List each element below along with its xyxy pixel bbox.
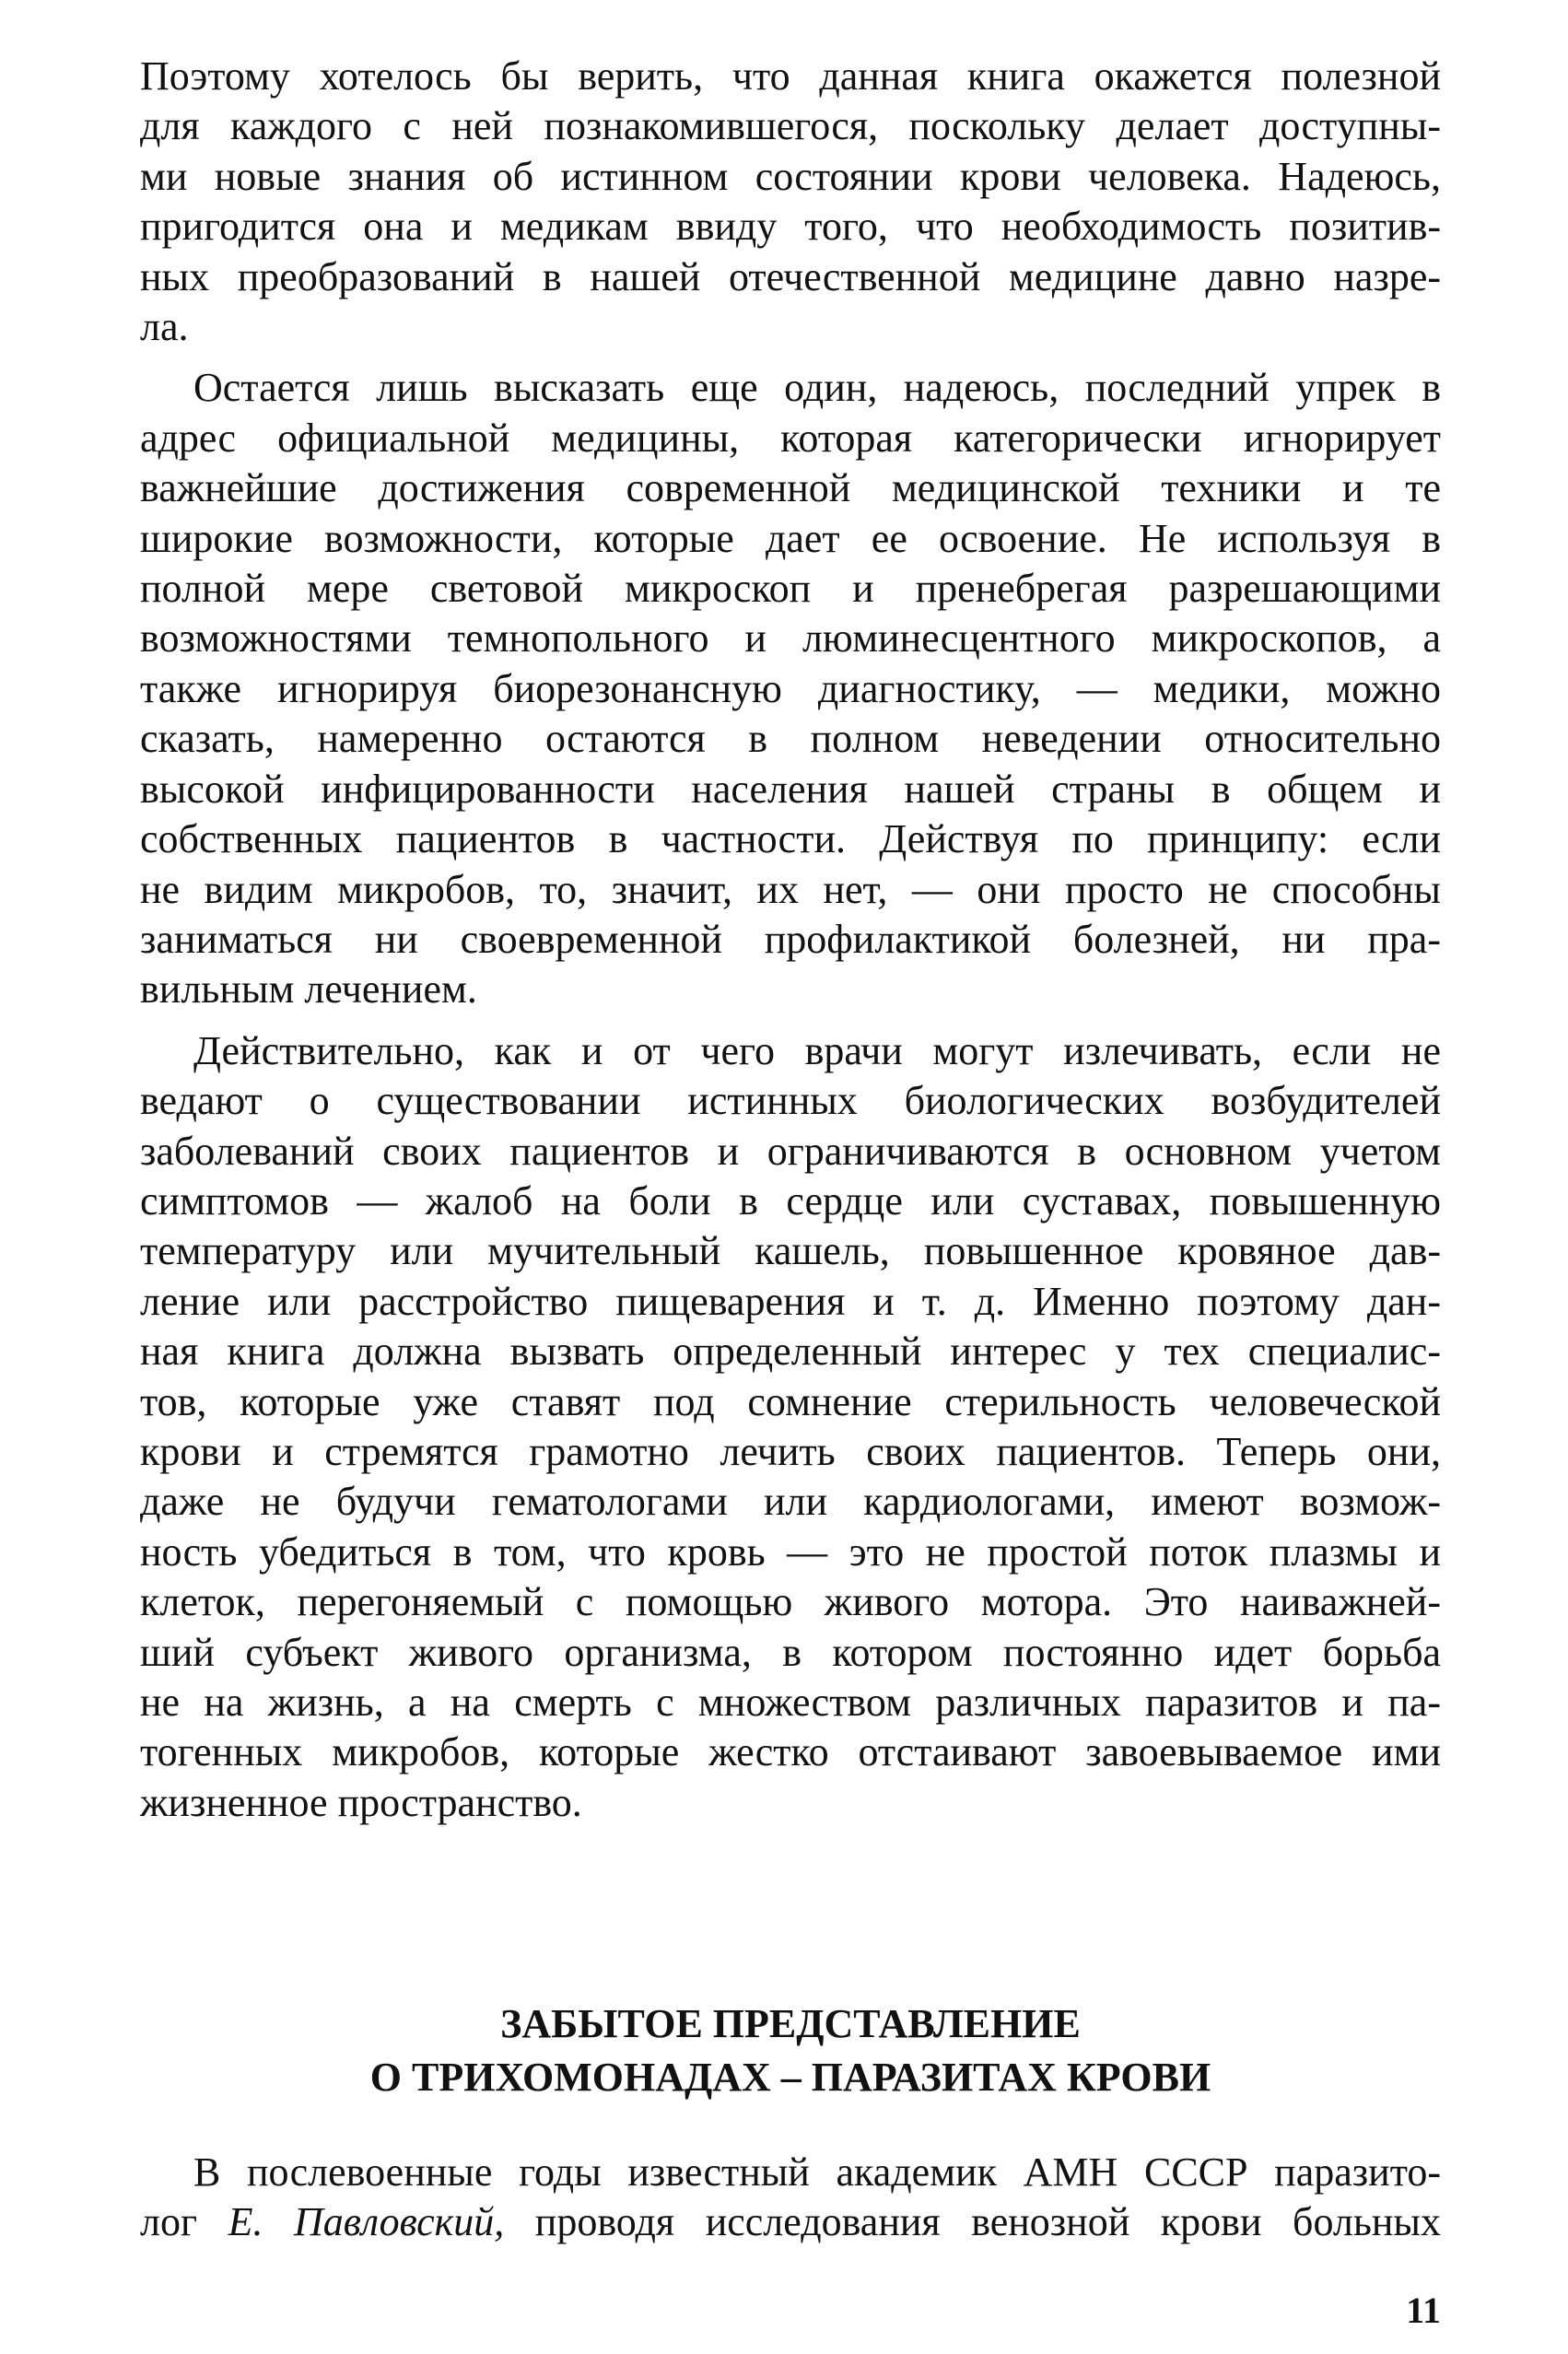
text-line: пригодится она и медикам ввиду того, что необходимость позитив- xyxy=(140,204,1441,250)
text-line: вильным лечением. xyxy=(140,966,477,1013)
text-fragment: проводя исследования венозной крови больных xyxy=(504,2199,1441,2245)
text-line: температуру или мучительный кашель, повышенное кровяное дав- xyxy=(140,1228,1441,1274)
text-line: не на жизнь, а на смерть с множеством различных паразитов и па- xyxy=(140,1680,1441,1725)
text-line: сказать, намеренно остаются в полном неведении относительно xyxy=(140,716,1441,762)
text-line: В послевоенные годы известный академик АМН СССР паразито- xyxy=(193,2149,1441,2195)
text-fragment: лог xyxy=(140,2199,228,2245)
text-line: собственных пациентов в частности. Действуя по принципу: если xyxy=(140,816,1441,862)
author-name: Е. Павловский, xyxy=(228,2199,505,2245)
text-line: заниматься ни своевременной профилактикой болезней, ни пра- xyxy=(140,916,1441,962)
section-heading xyxy=(140,1997,1441,2104)
page-number: 11 xyxy=(1406,2290,1441,2331)
text-line: не видим микробов, то, значит, их нет, — они просто не способны xyxy=(140,866,1441,912)
text-line: адрес официальной медицины, которая категорически игнорирует xyxy=(140,415,1441,461)
paragraph-after-heading xyxy=(140,2148,1441,2248)
text-line: также игнорируя биорезонансную диагностику, — медики, можно xyxy=(140,665,1441,711)
body-text xyxy=(140,52,1441,1828)
text-line: для каждого с ней познакомившегося, поскольку делает доступны- xyxy=(140,103,1441,149)
text-line: Остается лишь высказать еще один, надеюсь, последний упрек в xyxy=(193,365,1441,411)
text-line: жизненное пространство. xyxy=(140,1779,582,1825)
text-line: ший субъект живого организма, в котором постоянно идет борьба xyxy=(140,1629,1441,1675)
text-line: ми новые знания об истинном состоянии крови человека. Надеюсь, xyxy=(140,153,1441,199)
text-line: возможностями темнопольного и люминесцентного микроскопов, а xyxy=(140,615,1441,662)
text-line: крови и стремятся грамотно лечить своих пациентов. Теперь они, xyxy=(140,1428,1441,1474)
text-line: ление или расстройство пищеварения и т. д. Именно поэтому дан- xyxy=(140,1278,1441,1324)
text-line: заболеваний своих пациентов и ограничиваются в основном учетом xyxy=(140,1128,1441,1174)
text-line: симптомов — жалоб на боли в сердце или суставах, повышенную xyxy=(140,1177,1441,1224)
text-line: широкие возможности, которые дает ее освоение. Не используя в xyxy=(140,515,1441,561)
text-line: высокой инфицированности населения нашей страны в общем и xyxy=(140,766,1441,812)
text-line: Поэтому хотелось бы верить, что данная книга окажется полезной xyxy=(140,53,1441,99)
paragraph-2 xyxy=(140,363,1441,1014)
text-line: важнейшие достижения современной медицинской техники и те xyxy=(140,465,1441,511)
text-line: клеток, перегоняемый с помощью живого мотора. Это наиважней- xyxy=(140,1579,1441,1625)
text-line: ла. xyxy=(140,304,189,350)
text-line: ведают о существовании истинных биологических возбудителей xyxy=(140,1078,1441,1124)
text-line xyxy=(140,2197,1441,2247)
text-line: Действительно, как и от чего врачи могут излечивать, если не xyxy=(193,1027,1441,1073)
text-line: тов, которые уже ставят под сомнение стерильность человеческой xyxy=(140,1378,1441,1424)
section-heading-line-2: О ТРИХОМОНАДАХ – ПАРАЗИТАХ КРОВИ xyxy=(369,2055,1211,2100)
text-line: полной мере световой микроскоп и пренебрегая разрешающими xyxy=(140,566,1441,612)
paragraph-3 xyxy=(140,1026,1441,1829)
paragraph-1 xyxy=(140,52,1441,352)
text-line: тогенных микробов, которые жестко отстаивают завоевываемое ими xyxy=(140,1729,1441,1775)
text-line: ная книга должна вызвать определенный интерес у тех специалис- xyxy=(140,1329,1441,1375)
text-line: ность убедиться в том, что кровь — это не простой поток плазмы и xyxy=(140,1528,1441,1575)
text-line: ных преобразований в нашей отечественной медицине давно назре- xyxy=(140,253,1441,299)
text-line: даже не будучи гематологами или кардиологами, имеют возмож- xyxy=(140,1479,1441,1525)
section-heading-line-1: ЗАБЫТОЕ ПРЕДСТАВЛЕНИЕ xyxy=(500,2001,1081,2046)
